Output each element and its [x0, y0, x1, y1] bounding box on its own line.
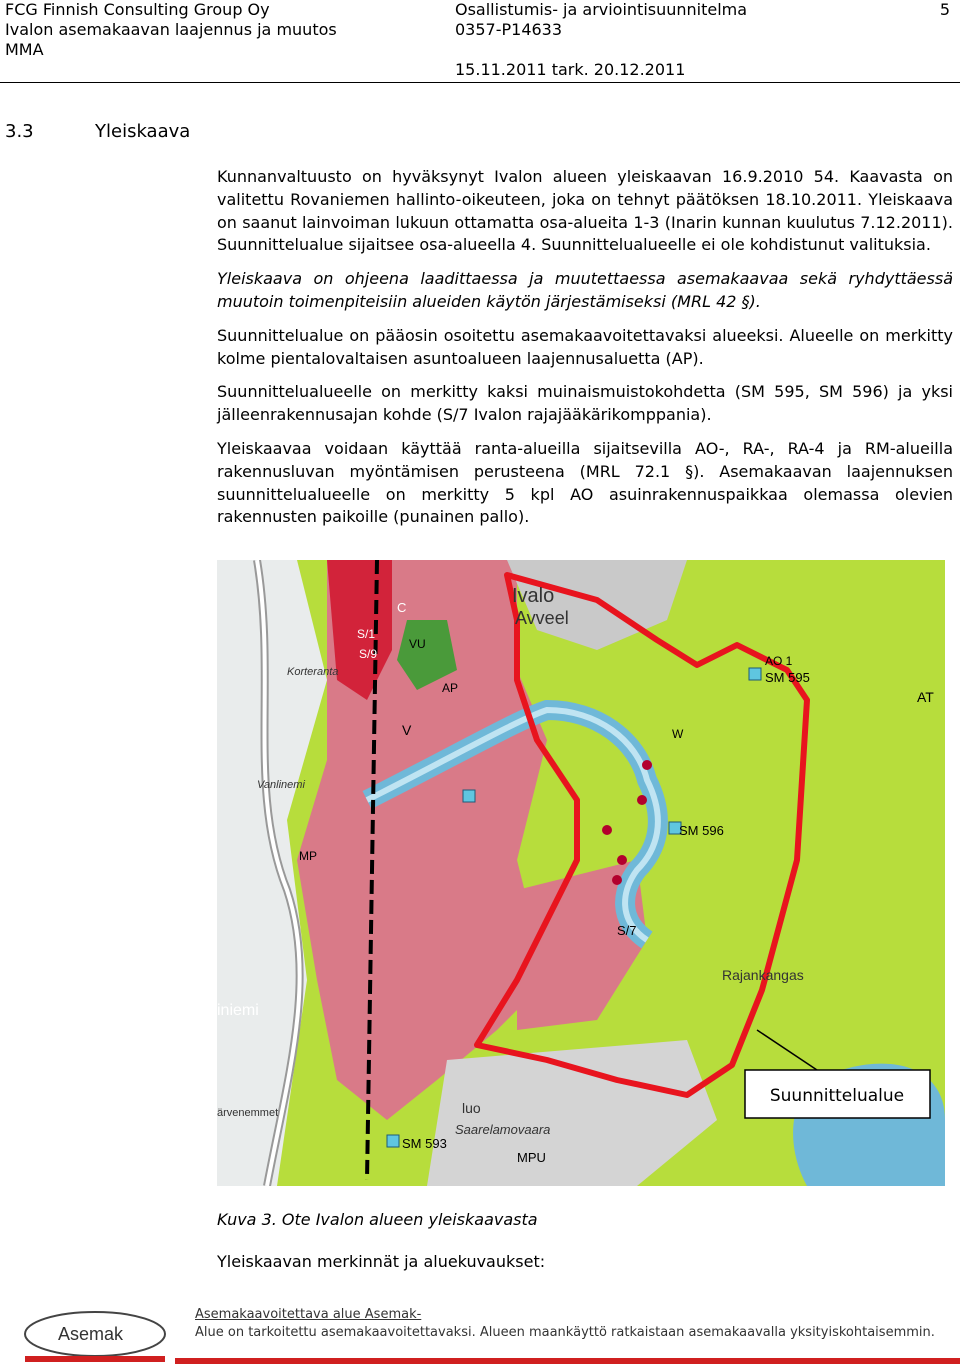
label-c: C: [397, 600, 407, 615]
header-org: MMA: [5, 40, 44, 59]
label-vanliemi: Vanlinemi: [257, 779, 305, 791]
paragraph: Suunnittelualueelle on merkitty kaksi muinaismuistokohdetta (SM 595, SM 596) ja yksi jälleenrakennusajan kohde (S/7 Ivalon rajajääkärikomppania).: [217, 382, 953, 425]
header-date: 15.11.2011 tark. 20.12.2011: [455, 60, 686, 79]
figure-caption: Kuva 3. Ote Ivalon alueen yleiskaavasta: [217, 1210, 538, 1229]
body-text: [217, 166, 953, 540]
label-vu: VU: [409, 637, 426, 651]
label-s9: S/9: [359, 647, 378, 661]
label-ivalo: Ivalo: [512, 585, 555, 607]
header-doc-code: 0357-P14633: [455, 20, 563, 39]
label-rajankangas: Rajankangas: [722, 967, 804, 983]
header-project: Ivalon asemakaavan laajennus ja muutos: [5, 20, 337, 39]
legend-description: [195, 1306, 935, 1342]
section-heading: [5, 121, 190, 142]
label-iniemi: iniemi: [217, 1002, 259, 1019]
paragraph: Yleiskaava on ohjeena laadittaessa ja muutettaessa asemakaavaa sekä ryhdyttäessä muutoin toimenpiteisiin alueiden käytön järjestämiseksi (MRL 42 §).: [217, 269, 953, 311]
master-plan-map: [217, 560, 945, 1186]
label-mpu: MPU: [517, 1150, 546, 1165]
section-number: 3.3: [5, 121, 34, 142]
label-avveel: Avveel: [515, 608, 569, 628]
legend-logo: [20, 1310, 170, 1364]
label-luo: luo: [462, 1100, 481, 1116]
header-middle: [455, 0, 747, 40]
page-number: 5: [939, 0, 950, 19]
label-sm595: SM 595: [765, 670, 810, 685]
label-s1: S/1: [357, 627, 376, 641]
label-at: AT: [917, 689, 934, 705]
label-jarvenemmet: ärvenemmet: [217, 1107, 279, 1119]
label-mp: MP: [299, 849, 317, 863]
header-left: [5, 0, 337, 60]
label-w: W: [672, 727, 684, 741]
paragraph: Yleiskaavaa voidaan käyttää ranta-alueilla sijaitsevilla AO-, RA-, RA-4 ja RM-alueilla rakennusluvan myöntämisen perusteena (MRL 72.1 §). Asemakaavan laajennuksen suunnittelualueelle on merkitty 5 kpl AO asuinrakennuspaikkaa olemassa olevien rakennusten paikoille (punainen pallo).: [217, 438, 953, 527]
label-sm596: SM 596: [679, 823, 724, 838]
legend-line-1: Asemakaavoitettava alue Asemak-: [195, 1307, 422, 1322]
label-korteranta: Korteranta: [287, 666, 339, 678]
label-s7: S/7: [617, 923, 637, 938]
paragraph: Kunnanvaltuusto on hyväksynyt Ivalon alueen yleiskaavan 16.9.2010 54. Kaavasta on valitettu Rovaniemen hallinto-oikeuteen, joka on tehnyt päätöksen 18.10.2011. Yleiskaava on saanut lainvoiman lukuun ottamatta osa-alueita 1-3 (Inarin kunnan kuulutus 7.12.2011). Suunnittelualue sijaitsee osa-alueella 4. Suunnittelualueelle ei ole kohdistunut valituksia.: [217, 167, 953, 255]
label-v: V: [402, 722, 412, 738]
legend-line-2: Alue on tarkoitettu asemakaavoitettavaksi. Alueen maankäyttö ratkaistaan asemakaavalla yksityiskohtaisemmin.: [195, 1325, 935, 1340]
callout-label: Suunnittelualue: [769, 1086, 905, 1106]
paragraph: Suunnittelualue on pääosin osoitettu asemakaavoitettavaksi alueeksi. Alueelle on merkitty kolme pientalovaltaisen asuntoalueen laajennusaluetta (AP).: [217, 325, 953, 368]
legend-color-bar: [175, 1358, 960, 1364]
header-company: FCG Finnish Consulting Group Oy: [5, 0, 270, 19]
label-saarela: Saarelamovaara: [455, 1122, 551, 1137]
label-ao1: AO 1: [765, 654, 793, 668]
label-ap: AP: [442, 681, 459, 695]
section-title: Yleiskaava: [95, 121, 191, 142]
label-sm593: SM 593: [402, 1136, 447, 1151]
header-doc-type: Osallistumis- ja arviointisuunnitelma: [455, 0, 748, 19]
legend-title: Yleiskaavan merkinnät ja aluekuvaukset:: [217, 1252, 546, 1271]
logo-text: Asemak: [58, 1324, 124, 1344]
header-divider: [0, 82, 960, 83]
